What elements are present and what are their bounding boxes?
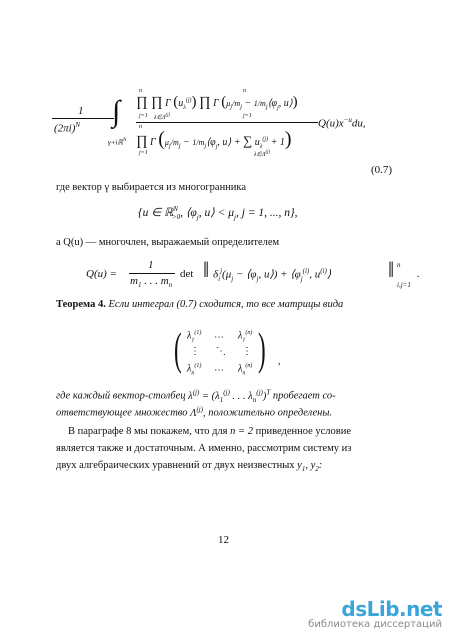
theorem-text-3a: ответствующее множество <box>56 407 188 419</box>
theorem-text-2b: пробегает со- <box>272 390 336 402</box>
prefactor-numerator: 1 <box>78 105 84 117</box>
formula-matrix: ( $\lambda_1^{(1)}$ ⋯ $\lambda_1^{(n)}$ ⋮ ⋱ ⋮ $\lambda_n^{(1)}$ ⋯ $\lambda_n^{(n)}$ ) , <box>174 323 281 377</box>
theorem-text-1: Если интеграл (0.7) сходится, то все матрицы вида <box>108 299 344 310</box>
theorem-line1 <box>56 297 396 313</box>
para-text-1b: приведенное условие <box>255 426 352 437</box>
fraction-denominator: ∏ Γ ($\mu_j/m_j$ − $1/m_j⟨\varphi_j$, u⟩ + ∑ $u_\lambda^{(j)} + 1$) <box>136 128 292 150</box>
formula-Q: Q(u) = 1 $m_1$ . . . $m_n$ det ‖ $\delta_i^j(\mu_j$ − $⟨\varphi_j$, u⟩) + $⟨\varphi_j^{(i)}$, $u^{(i)}⟩$ ‖ n i,j=1 . <box>86 257 420 290</box>
text-Q: а Q(u) — многочлен, выражаемый определителем <box>56 237 280 248</box>
equation-number: (0.7) <box>371 164 393 176</box>
prefactor-denominator: $(2\pi i)^N$ <box>54 121 81 135</box>
theorem-label: Теорема 4. <box>56 299 106 310</box>
formula-tail: $Q(u)x^{-u}du$, <box>318 116 366 130</box>
theorem-line3: ответствующее множество $\Lambda^{(j)}$, положительно определены. <box>56 405 333 419</box>
para-line1: В параграфе 8 мы покажем, что для n = 2 приведенное условие <box>68 426 352 437</box>
watermark-subtitle: библиотека диссертаций <box>308 619 442 630</box>
para-line2: является также и достаточным. А именно, рассмотрим систему из <box>56 443 352 454</box>
formula-main: 1 $(2\pi i)^N$ ∫ γ+iℝ$^N$ ∏ ∏ Γ $(u_\lambda^{(j)})$ ∏ Γ ($\mu_j/m_j$ − $1/m_j⟨\varphi_j$, u⟩) n j=1 $\lambda\in\Lambda^{(j)}$ n j=1 ∏ Γ ($\mu_j/m_j$ − $1/m_j⟨\varphi_j$, u⟩ + ∑ $u_\lambda^{(j)} + 1$) n j=1 $\lambda\in\Lambda^{(j)}$ $Q(u)x^{-u}du$, <box>54 88 366 158</box>
fraction-numerator: ∏ ∏ Γ $(u_\lambda^{(j)})$ ∏ Γ ($\mu_j/m_j$ − $1/m_j⟨\varphi_j$, u⟩) <box>136 94 298 111</box>
theorem-text-2a: где каждый вектор-столбец <box>56 390 186 402</box>
para-text-1: В параграфе 8 мы покажем, что для <box>68 426 228 437</box>
page-number: 12 <box>218 534 229 546</box>
watermark-logo[interactable]: dsLib.net <box>341 597 442 621</box>
formula-polytope: {u ∈ ℝ$^N_{>0}$, $⟨\varphi_j$, u⟩ < $\mu_j$, j = 1, ..., n}, <box>138 205 298 222</box>
integral-sign: ∫ <box>112 95 121 128</box>
integral-domain: γ+iℝ$^N$ <box>108 138 127 147</box>
text-gamma: где вектор γ выбирается из многогранника <box>56 182 247 193</box>
para-text-3: двух алгебраических уравнений от двух неизвестных <box>56 460 295 471</box>
para-line3: двух алгебраических уравнений от двух неизвестных $y_1$, $y_2$: <box>56 460 323 474</box>
theorem-text-3b: положительно определены. <box>208 407 333 419</box>
watermark[interactable] <box>308 597 442 630</box>
theorem-line2: где каждый вектор-столбец $\lambda^{(j)} = (\lambda_1^{(j)}$ . . . $\lambda_n^{(j)})^T$ пробегает со- <box>56 388 336 404</box>
